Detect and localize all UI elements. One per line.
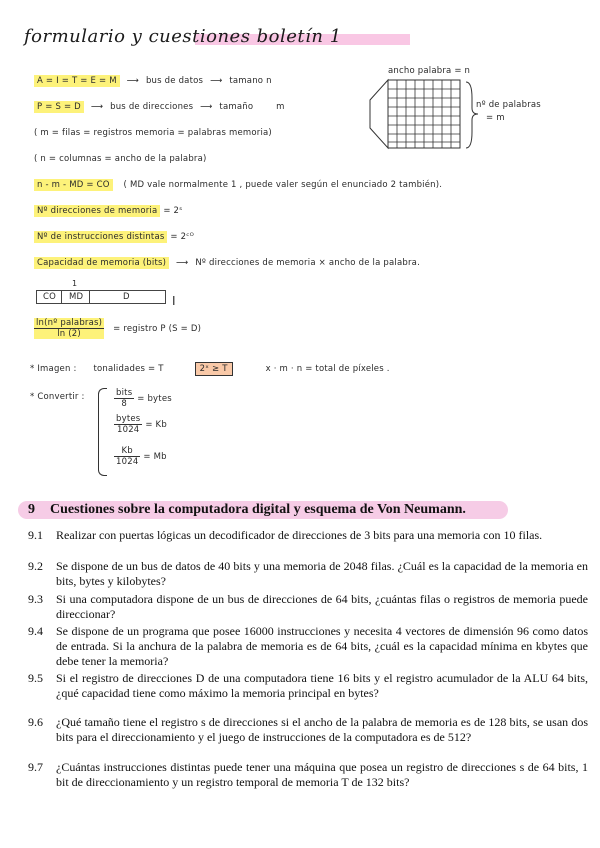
diagram-top-label: 1 (72, 279, 78, 288)
question-text: Realizar con puertas lógicas un decodificador de direcciones de 3 bits para una memoria con 10 filas. (56, 528, 543, 542)
formula-line-7 (34, 232, 194, 242)
formula-line-4: ( n = columnas = ancho de la palabra) (34, 154, 207, 164)
question-item (28, 715, 588, 745)
conv2-result: = Kb (145, 420, 167, 430)
m-text: m (276, 102, 285, 112)
registro-p-text: = registro P (S = D) (113, 324, 202, 334)
arrow-icon: ⟶ (126, 76, 140, 86)
convert-row-3 (114, 446, 167, 467)
field-md: MD (69, 292, 84, 302)
ndir-value: = 2ˢ (163, 206, 183, 216)
diagram-i-label: I (172, 294, 176, 308)
conv3-den: 1024 (116, 457, 139, 467)
formula-line-3: ( m = filas = registros memoria = palabras memoria) (34, 128, 272, 138)
arrow-icon: ⟶ (176, 258, 189, 268)
md-note: ( MD vale normalmente 1 , puede valer según el enunciado 2 también). (123, 180, 443, 190)
question-text: Si el registro de direcciones D de una computadora tiene 16 bits y el registro acumulador de la ALU 64 bits, ¿qué capacidad tiene como máximo la memoria principal en bytes? (56, 671, 588, 700)
section-title: Cuestiones sobre la computadora digital y esquema de Von Neumann. (50, 502, 466, 517)
pow-box: 2ˣ ≥ T (195, 362, 233, 376)
question-number: 9.3 (28, 592, 43, 606)
page-title: formulario y cuestiones boletín 1 (24, 26, 342, 47)
field-co: CO (43, 292, 57, 302)
formula-line-1 (34, 76, 272, 86)
question-text: ¿Qué tamaño tiene el registro s de direcciones si el ancho de la palabra de memoria es de 128 bits, se usan dos bits para el direccionamiento y el juego de instrucciones de la computadora es de 512? (56, 715, 588, 744)
question-item (28, 624, 588, 669)
highlight-ndir: Nº direcciones de memoria (34, 205, 160, 217)
tamano-text: tamaño (219, 102, 254, 112)
log-formula (34, 318, 201, 339)
section-number: 9 (28, 502, 35, 517)
question-item (28, 760, 588, 790)
capacidad-formula: Nº direcciones de memoria × ancho de la palabra. (195, 258, 420, 268)
imagen-line (30, 364, 390, 374)
frac-numerator: ln(nº palabras) (36, 318, 103, 328)
question-number: 9.1 (28, 528, 43, 542)
question-number: 9.7 (28, 760, 43, 774)
imagen-label: * Imagen : (30, 364, 77, 374)
tonalidades-text: tonalidades = T (93, 364, 164, 374)
highlight-co: n - m - MD = CO (34, 179, 113, 191)
question-item (28, 528, 588, 543)
arrow-icon: ⟶ (90, 102, 104, 112)
question-number: 9.4 (28, 624, 43, 638)
convertir-label: * Convertir : (30, 392, 85, 402)
conv2-num: bytes (116, 414, 141, 424)
convert-row-1 (114, 388, 172, 409)
question-text: Se dispone de un bus de datos de 40 bits y una memoria de 2048 filas. ¿Cuál es la capacidad de la memoria en bits, bytes y kilobytes? (56, 559, 588, 588)
question-text: Si una computadora dispone de un bus de direcciones de 64 bits, ¿cuántas filas o registros de memoria puede direccionar? (56, 592, 588, 621)
highlight-ninst: Nº de instrucciones distintas (34, 231, 167, 243)
pixeles-text: x · m · n = total de píxeles . (265, 364, 390, 374)
highlight-psd: P = S = D (34, 101, 84, 113)
bus-direcciones-text: bus de direcciones (110, 102, 194, 112)
formula-line-8 (34, 258, 420, 268)
conv1-den: 8 (121, 399, 127, 409)
arrow-icon: ⟶ (210, 76, 223, 86)
grid-top-label: ancho palabra = n (388, 66, 471, 76)
conv3-result: = Mb (143, 452, 167, 462)
highlight-capacidad: Capacidad de memoria (bits) (34, 257, 169, 269)
question-item (28, 671, 588, 701)
frac-denominator: ln (2) (34, 329, 104, 339)
question-text: Se dispone de un programa que posee 16000 instrucciones y necesita 4 vectores de dimensión 96 como datos de entrada. Si la anchura de la palabra de memoria es de 64 bits, ¿cuál es la capacidad mínima en kbytes que debe tener la memoria? (56, 624, 588, 668)
tamano-n-text: tamano n (229, 76, 272, 86)
convert-row-2 (114, 414, 167, 435)
ninst-value: = 2ᶜᴼ (170, 232, 194, 242)
question-item (28, 592, 588, 622)
question-number: 9.5 (28, 671, 43, 685)
conv1-result: = bytes (137, 394, 172, 404)
grid-side-label-2: = m (486, 113, 505, 123)
memory-grid-diagram (362, 78, 492, 150)
conv1-num: bits (116, 388, 133, 398)
brace (98, 388, 107, 476)
bus-datos-text: bus de datos (145, 76, 204, 86)
question-text: ¿Cuántas instrucciones distintas puede tener una máquina que posea un registro de direcciones s de 64 bits, 1 bit de direccionamiento y un registro temporal de memoria T de 132 bits? (56, 760, 588, 789)
conv2-den: 1024 (116, 425, 140, 435)
question-item (28, 559, 588, 589)
log-fraction (34, 318, 104, 339)
grid-side-label-1: nº de palabras (476, 100, 541, 110)
arrow-icon: ⟶ (200, 102, 213, 112)
formula-line-5 (34, 180, 442, 190)
question-number: 9.2 (28, 559, 43, 573)
field-d: D (123, 292, 130, 302)
highlight-aitem: A = I = T = E = M (34, 75, 120, 87)
conv3-num: Kb (114, 446, 140, 457)
formula-line-2 (34, 102, 285, 112)
section-header (28, 502, 466, 518)
question-number: 9.6 (28, 715, 43, 729)
formula-line-6 (34, 206, 183, 216)
instruction-format-box (36, 290, 166, 304)
